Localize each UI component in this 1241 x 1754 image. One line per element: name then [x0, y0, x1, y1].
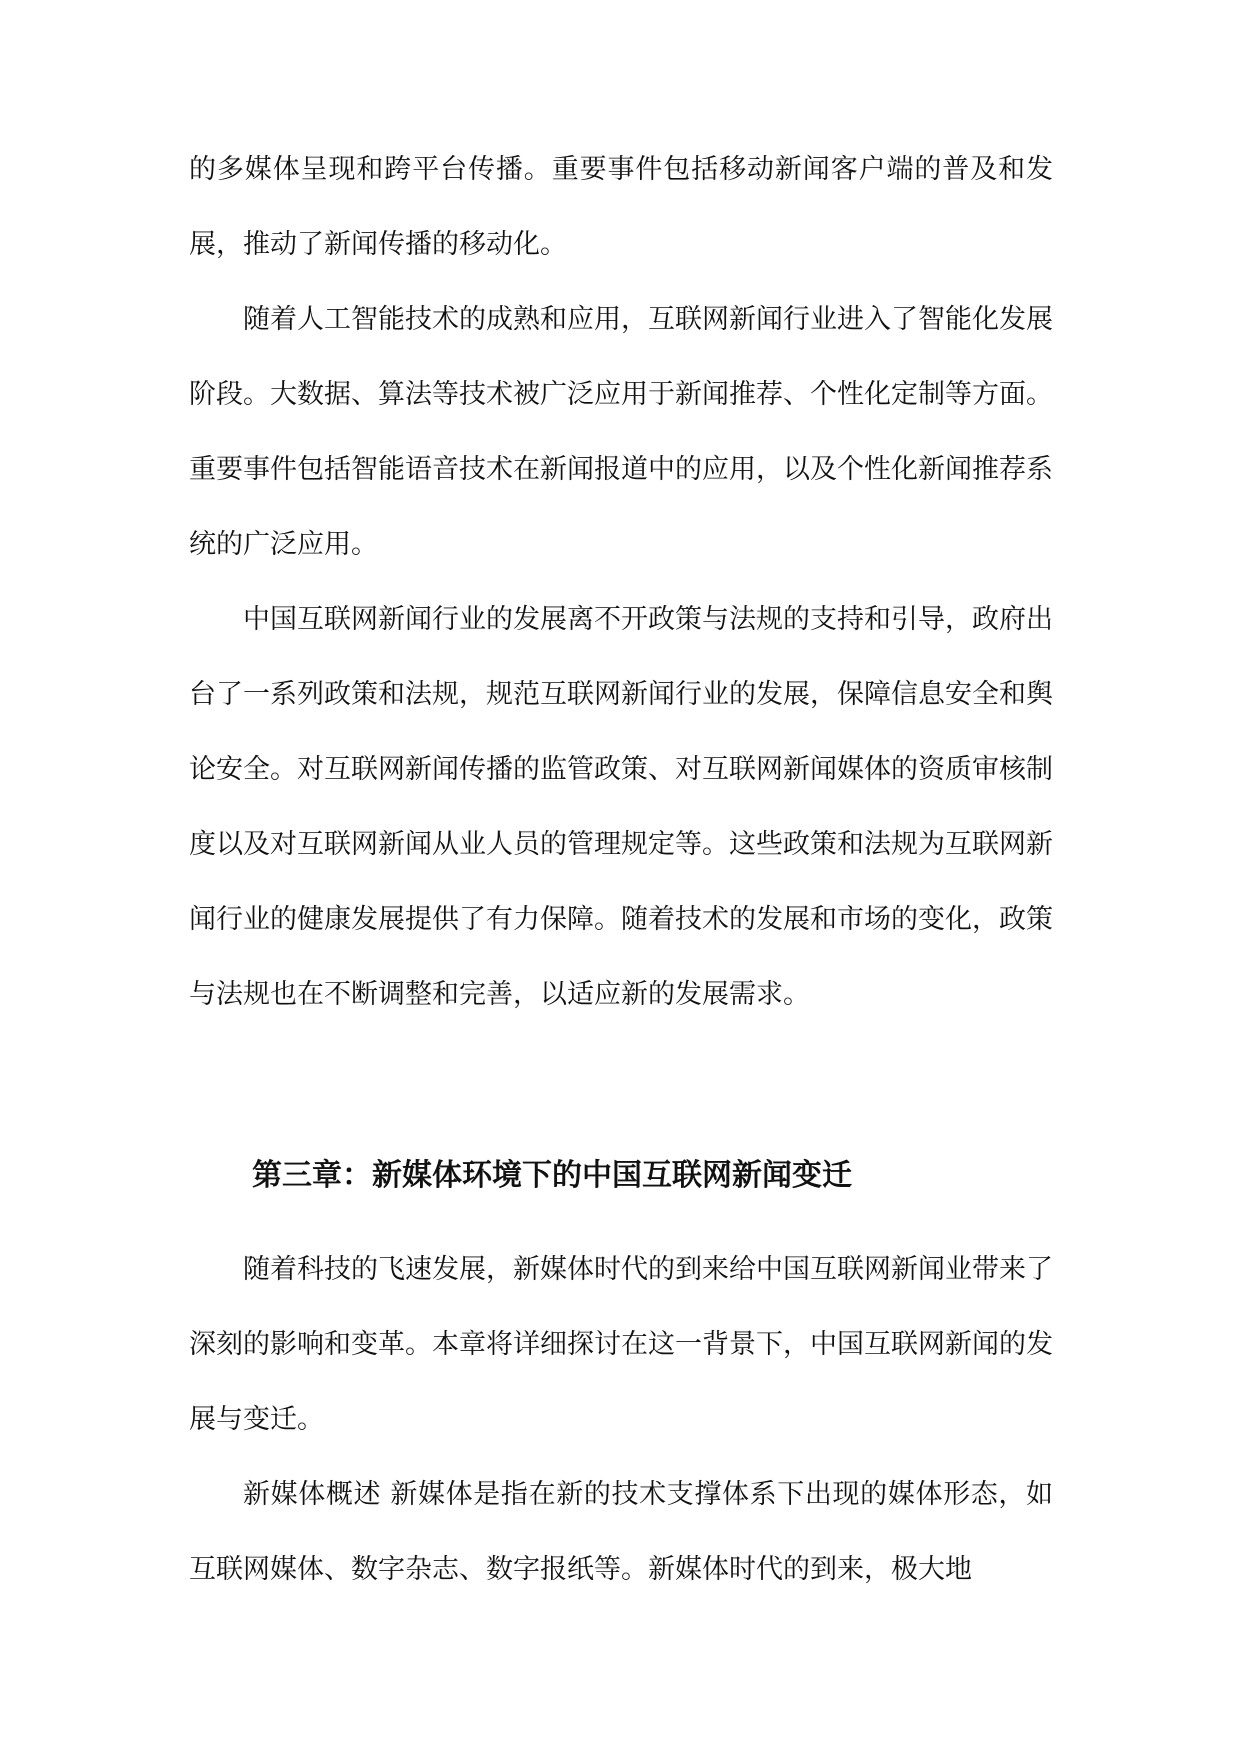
intro-paragraph-text: 随着科技的飞速发展，新媒体时代的到来给中国互联网新闻业带来了深刻的影响和变革。本章将详细探讨在这一背景下，中国互联网新闻的发展与变迁。 [189, 1254, 1053, 1435]
newmedia-paragraph [189, 1457, 1053, 1607]
newmedia-paragraph-text: 新媒体概述 新媒体是指在新的技术支撑体系下出现的媒体形态，如互联网媒体、数字杂志、数字报纸等。新媒体时代的到来，极大地 [189, 1479, 1053, 1585]
chapter-title: 第三章：新媒体环境下的中国互联网新闻变迁 [252, 1158, 852, 1193]
continuation-paragraph [189, 132, 1053, 282]
policy-paragraph-text: 中国互联网新闻行业的发展离不开政策与法规的支持和引导，政府出台了一系列政策和法规，规范互联网新闻行业的发展，保障信息安全和舆论安全。对互联网新闻传播的监管政策、对互联网新闻媒体的资质审核制度以及对互联网新闻从业人员的管理规定等。这些政策和法规为互联网新闻行业的健康发展提供了有力保障。随着技术的发展和市场的变化，政策与法规也在不断调整和完善，以适应新的发展需求。 [189, 604, 1053, 1010]
policy-paragraph [189, 582, 1053, 1032]
ai-paragraph-text: 随着人工智能技术的成熟和应用，互联网新闻行业进入了智能化发展阶段。大数据、算法等技术被广泛应用于新闻推荐、个性化定制等方面。重要事件包括智能语音技术在新闻报道中的应用，以及个性化新闻推荐系统的广泛应用。 [189, 304, 1053, 560]
ai-paragraph [189, 282, 1053, 582]
continuation-text: 的多媒体呈现和跨平台传播。重要事件包括移动新闻客户端的普及和发展，推动了新闻传播的移动化。 [189, 154, 1053, 260]
intro-paragraph [189, 1232, 1053, 1457]
